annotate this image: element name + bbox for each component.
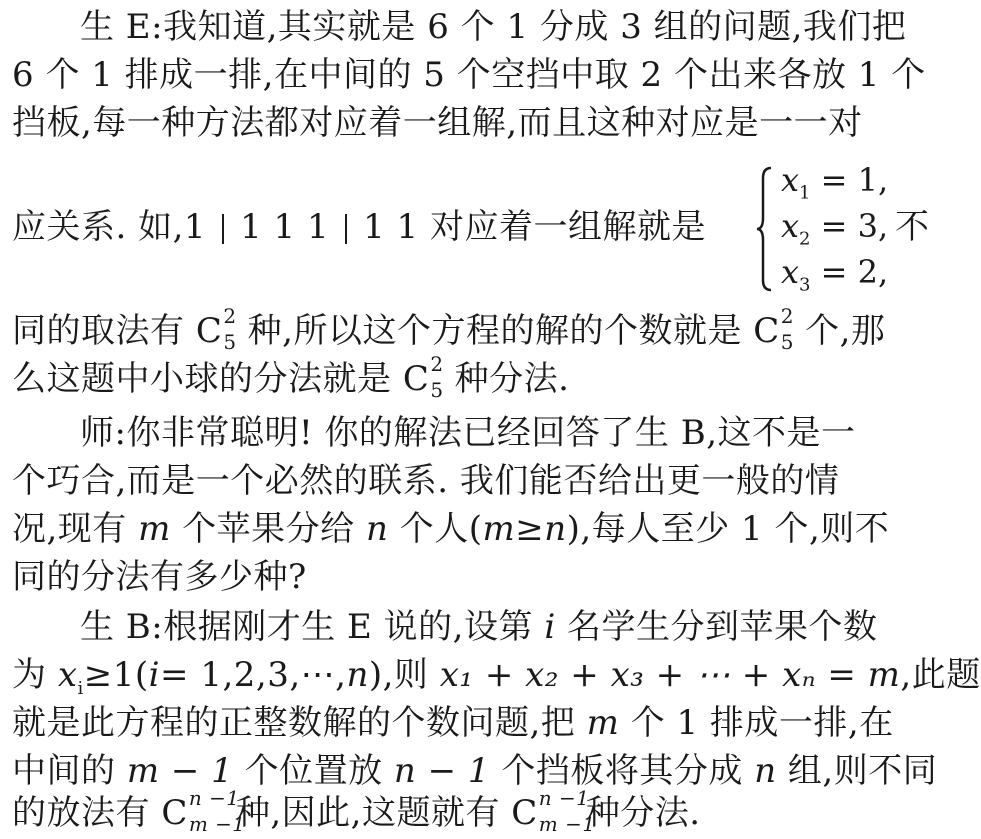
c-symbol: C xyxy=(195,311,223,351)
paragraph-teacher-line-3 xyxy=(12,506,931,552)
text-span: 中间的 xyxy=(12,751,116,791)
sub: m −1 xyxy=(538,812,596,836)
left-brace-icon xyxy=(755,166,775,292)
c-symbol: C xyxy=(402,359,430,399)
text-span: 就是此方程的正整数解的个数问题,把 xyxy=(12,703,576,743)
paragraph-student-b-line-3 xyxy=(12,700,931,746)
var-m: m xyxy=(138,509,171,549)
text-span: 种分法. xyxy=(585,793,701,833)
paragraph-student-b-line-4 xyxy=(12,748,938,794)
text-span: 挡板,每一种方法都对应着一组解,而且这种对应是一一对 xyxy=(12,103,863,143)
combination-c52 xyxy=(753,304,795,354)
equation-2 xyxy=(781,206,889,250)
paragraph-student-b-line-1 xyxy=(80,604,931,650)
text-span: 不 xyxy=(895,207,930,247)
text-span: 况,现有 xyxy=(12,509,127,549)
condition-m-ge-n: m≥n xyxy=(482,509,567,549)
text-span: 生 B:根据刚才生 E 说的,设第 xyxy=(80,607,533,647)
text-span: 的放法有 xyxy=(12,793,150,833)
var-m: m xyxy=(586,703,620,743)
text-span: 6 个 1 排成一排,在中间的 5 个空挡中取 2 个出来各放 1 个 xyxy=(12,55,926,95)
text-span: = 1,2,3,⋯, xyxy=(160,655,347,695)
var-i: i xyxy=(544,607,556,647)
combination-cm1-n1 xyxy=(511,786,596,836)
var: x xyxy=(781,207,800,245)
sub: 5 xyxy=(223,330,237,354)
text-span: ,此题 xyxy=(900,655,981,695)
text-span: 种分法. xyxy=(454,359,570,399)
var-i: i xyxy=(148,655,161,695)
rhs: = 1, xyxy=(820,161,889,199)
text-span: 同的分法有多少种? xyxy=(12,557,307,597)
equation-system xyxy=(755,160,935,300)
paragraph-student-e-line-3 xyxy=(12,100,931,146)
combination-c52 xyxy=(195,304,237,354)
var-n: n xyxy=(346,655,369,695)
text-span: 个巧合,而是一个必然的联系. 我们能否给出更一般的情 xyxy=(12,461,840,501)
text-span: ),则 xyxy=(368,655,429,695)
text-span: 组,则不同 xyxy=(787,751,938,791)
text-span: 为 xyxy=(12,655,47,695)
text-span: 名学生分到苹果个数 xyxy=(567,607,878,647)
text-span: 个,那 xyxy=(805,311,886,351)
text-span: 种,因此,这题就有 xyxy=(235,793,500,833)
equation-1 xyxy=(781,160,889,204)
sub: 5 xyxy=(780,330,795,354)
var-n: n xyxy=(366,509,389,549)
subscript: 3 xyxy=(799,274,811,296)
sub: 5 xyxy=(430,378,444,402)
text-span: 个 1 排成一排,在 xyxy=(630,703,894,743)
var: x xyxy=(781,253,800,291)
text-span: 个苹果分给 xyxy=(182,509,355,549)
paragraph-student-e-line-5 xyxy=(12,304,931,354)
paragraph-student-e-line-6 xyxy=(12,352,931,402)
paragraph-teacher-line-1 xyxy=(80,410,931,456)
text-span: 生 E:我知道,其实就是 6 个 1 分成 3 组的问题,我们把 xyxy=(80,7,907,47)
var-x: x xyxy=(57,655,78,695)
var: x xyxy=(781,161,800,199)
equation-3 xyxy=(781,252,889,296)
expr-n-minus-1: n − 1 xyxy=(393,751,491,791)
rhs: = 3, xyxy=(820,207,889,245)
text-span: ≥1( xyxy=(83,655,149,695)
text-span: 1 1 对应着一组解就是 xyxy=(363,207,706,247)
paragraph-teacher-line-4 xyxy=(12,554,931,600)
c-symbol: C xyxy=(753,311,780,351)
paragraph-student-b-line-2 xyxy=(12,652,981,699)
text-span: 个人( xyxy=(399,509,483,549)
divider-bar xyxy=(222,214,224,244)
text-span: 么这题中小球的分法就是 xyxy=(12,359,392,399)
sup: n −1 xyxy=(538,786,590,810)
sup: 2 xyxy=(223,304,237,328)
combination-c52 xyxy=(402,352,444,402)
sup: 2 xyxy=(780,304,795,328)
text-span: 1 1 1 xyxy=(240,207,330,247)
subscript: 2 xyxy=(799,228,811,250)
sup: n −1 xyxy=(188,786,240,810)
paragraph-student-e-line-1 xyxy=(80,4,931,50)
text-span: 同的取法有 xyxy=(12,311,185,351)
c-symbol: C xyxy=(511,793,538,833)
subscript: 1 xyxy=(799,182,811,204)
subscript-i: i xyxy=(77,677,84,699)
text-span: 个位置放 xyxy=(244,751,383,791)
var-n: n xyxy=(754,751,777,791)
text-span: 种,所以这个方程的解的个数就是 xyxy=(247,311,742,351)
sub: m −1 xyxy=(188,812,246,836)
text-span: 应关系. 如,1 xyxy=(12,207,207,247)
rhs: = 2, xyxy=(820,253,889,291)
expr-m-minus-1: m − 1 xyxy=(126,751,234,791)
divider-bar xyxy=(345,214,347,244)
text-span: 师:你非常聪明! 你的解法已经回答了生 B,这不是一 xyxy=(80,413,856,453)
sup: 2 xyxy=(430,352,444,376)
text-span: 个挡板将其分成 xyxy=(501,751,743,791)
c-symbol: C xyxy=(161,793,188,833)
text-span: ),每人至少 1 个,则不 xyxy=(566,509,890,549)
combination-cm1-n1 xyxy=(161,786,246,836)
paragraph-student-e-line-2 xyxy=(12,52,931,98)
paragraph-teacher-line-2 xyxy=(12,458,931,504)
paragraph-student-b-line-5 xyxy=(12,786,931,836)
sum-equation: x₁ + x₂ + x₃ + ⋯ + xₙ = m xyxy=(439,655,901,695)
